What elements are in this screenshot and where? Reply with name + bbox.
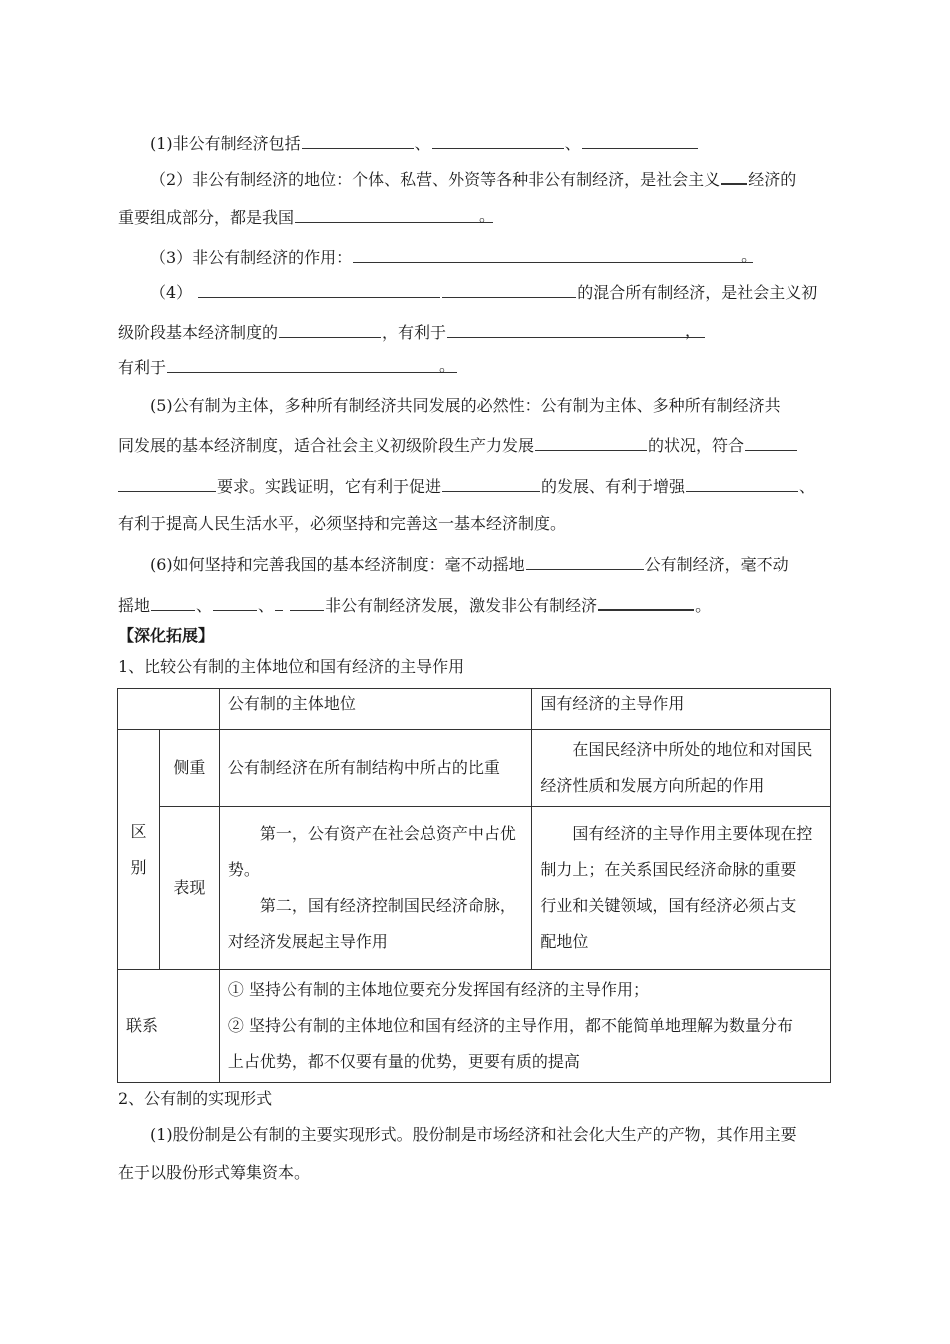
answer-blank[interactable] <box>290 594 324 611</box>
answer-blank[interactable] <box>279 321 381 338</box>
table-cell-manifest-public: 第一，公有资产在社会总资产中占优 势。 第二，国有经济控制国民经济命脉， 对经济发展起主导作用 <box>219 807 532 970</box>
answer-blank[interactable]: 。 <box>295 206 493 223</box>
item-1-title: 1、比较公有制的主体地位和国有经济的主导作用 <box>118 657 465 676</box>
table-header-state: 国有经济的主导作用 <box>532 689 831 730</box>
item-2-title: 2、公有制的实现形式 <box>118 1089 273 1108</box>
table-cell-focus-public: 公有制经济在所有制结构中所占的比重 <box>219 730 532 807</box>
table-cell-link: ① 坚持公有制的主体地位要充分发挥国有经济的主导作用； ② 坚持公有制的主体地位和国有经济的主导作用，都不能简单地理解为数量分布 上占优势，都不仅要有量的优势，更要有质的提高 <box>219 970 830 1083</box>
answer-blank[interactable] <box>432 132 564 149</box>
answer-blank[interactable] <box>213 594 257 611</box>
table-row-focus <box>118 730 831 807</box>
answer-blank[interactable]: ， <box>447 321 705 338</box>
answer-blank[interactable] <box>302 132 414 149</box>
answer-blank[interactable] <box>442 281 576 298</box>
answer-blank[interactable] <box>118 475 216 492</box>
question-4-line-3: 有利于 。 <box>118 356 456 377</box>
question-4-line-2: 级阶段基本经济制度的 ，有利于 ， <box>118 321 706 343</box>
question-6-line-2: 摇地 、 、 非公有制经济发展，激发非公有制经济 。 <box>118 593 711 616</box>
table-row-link <box>118 970 831 1083</box>
answer-blank[interactable] <box>442 475 540 492</box>
answer-blank[interactable] <box>582 132 698 149</box>
section-title: 【深化拓展】 <box>118 626 215 645</box>
question-6-line-1: (6)如何坚持和完善我国的基本经济制度：毫不动摇地 公有制经济，毫不动 <box>150 555 789 574</box>
question-5-line-3: 要求。实践证明，它有利于促进 的发展、有利于增强 、 <box>118 475 815 497</box>
table-cell-manifest-state: 国有经济的主导作用主要体现在控 制力上；在关系国民经济命脉的重要 行业和关键领域，国有经济必须占支 配地位 <box>532 807 831 970</box>
answer-blank[interactable] <box>686 475 798 492</box>
item-2-paragraph-line-1: (1)股份制是公有制的主要实现形式。股份制是市场经济和社会化大生产的产物，其作用主要 <box>150 1125 797 1144</box>
question-5-line-1: (5)公有制为主体，多种所有制经济共同发展的必然性：公有制为主体、多种所有制经济共 <box>150 396 781 415</box>
table-group-label: 区 别 <box>118 730 160 970</box>
answer-blank[interactable]: 。 <box>167 356 457 373</box>
item-2-paragraph-line-2: 在于以股份形式筹集资本。 <box>118 1163 311 1182</box>
answer-blank[interactable]: 。 <box>353 246 753 263</box>
question-5-line-4: 有利于提高人民生活水平，必须坚持和完善这一基本经济制度。 <box>118 514 567 533</box>
question-1: (1)非公有制经济包括 、 、 <box>150 132 699 154</box>
question-2-line-2: 重要组成部分，都是我国 。 <box>118 206 496 227</box>
answer-blank[interactable] <box>526 553 644 570</box>
answer-blank[interactable] <box>721 167 747 185</box>
question-3: （3）非公有制经济的作用： 。 <box>150 246 758 267</box>
table-row-label-focus: 侧重 <box>159 730 219 807</box>
table-row-label-manifest: 表现 <box>159 807 219 970</box>
question-2-line-1: （2）非公有制经济的地位：个体、私营、外资等各种非公有制经济，是社会主义 经济的 <box>150 167 796 190</box>
answer-blank[interactable] <box>745 434 797 451</box>
answer-blank[interactable] <box>598 593 694 611</box>
table-row-manifest <box>118 807 831 970</box>
table-row-label-link: 联系 <box>118 970 220 1083</box>
question-4-line-1: （4） 的混合所有制经济，是社会主义初 <box>150 283 818 302</box>
answer-blank[interactable] <box>151 594 195 611</box>
table-cell-focus-state: 在国民经济中所处的地位和对国民 经济性质和发展方向所起的作用 <box>532 730 831 807</box>
answer-blank[interactable] <box>198 281 440 298</box>
answer-blank[interactable] <box>535 434 647 451</box>
table-header-row <box>118 689 831 730</box>
table-header-public: 公有制的主体地位 <box>219 689 532 730</box>
table-corner-cell <box>118 689 220 730</box>
question-5-line-2: 同发展的基本经济制度，适合社会主义初级阶段生产力发展 的状况，符合 <box>118 434 798 456</box>
answer-blank[interactable] <box>275 594 283 611</box>
comparison-table <box>117 688 831 1083</box>
